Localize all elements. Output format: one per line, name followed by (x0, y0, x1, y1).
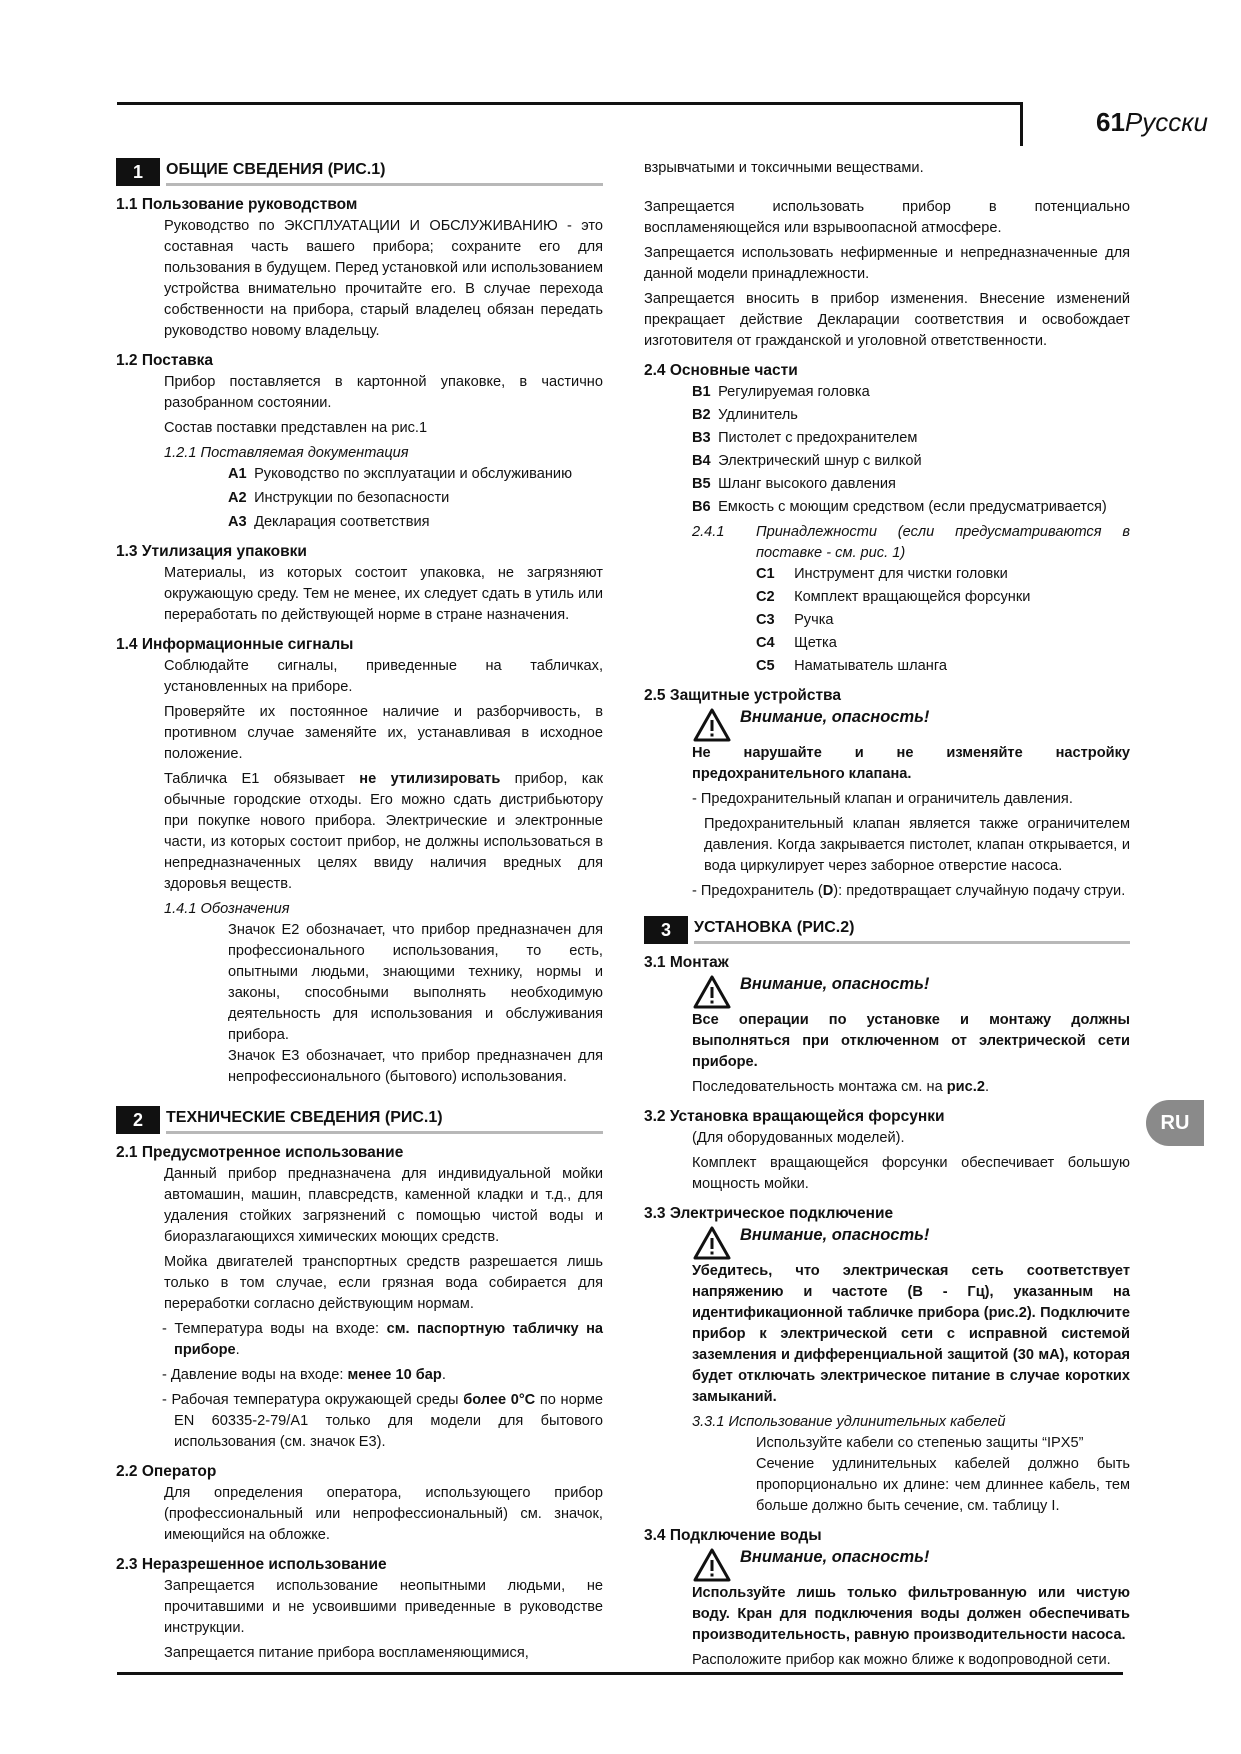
heading-3-3: 3.3 Электрическое подключение (644, 1205, 894, 1222)
section-2-header (116, 1106, 603, 1134)
bold-text: D (822, 883, 834, 899)
item-code: C3 (756, 612, 775, 628)
paragraph: (Для оборудованных моделей). (692, 1130, 905, 1146)
text: Предохранитель ( (700, 883, 823, 899)
bullet-item: - Температура воды на входе: см. паспортную табличку на приборе. (162, 1321, 603, 1358)
warning-block (644, 974, 1130, 1073)
bold-text: менее 10 бар (347, 1367, 442, 1383)
warning-icon (692, 1225, 732, 1261)
list-item (756, 633, 1130, 654)
heading-1-3: 1.3 Утилизация упаковки (116, 543, 307, 560)
warning-text: Все операции по установке и монтажу должны выполняться при отключенном от электрической сети приборе. (692, 1012, 1130, 1070)
list-item (692, 382, 1130, 403)
section-number: 1 (116, 158, 160, 186)
item-code: B6 (692, 499, 711, 515)
paragraph: Комплект вращающейся форсунки обеспечивает большую мощность мойки. (692, 1155, 1130, 1192)
item-code: B4 (692, 453, 711, 469)
warning-header (692, 707, 1130, 743)
page-number (1096, 106, 1208, 138)
warning-header (692, 974, 1130, 1010)
text: Температура воды на входе: (174, 1321, 387, 1337)
paragraph: Запрещается питание прибора воспламеняющимися, (164, 1645, 529, 1661)
right-column (644, 158, 1130, 1675)
bold-text: см. паспортную табличку на приборе (174, 1321, 603, 1358)
item-code: B5 (692, 476, 711, 492)
warning-icon (692, 707, 732, 743)
list-item (756, 656, 1130, 677)
bold-text: рис.2 (946, 1079, 985, 1095)
item-code: A1 (228, 466, 247, 482)
warning-block (644, 707, 1130, 785)
warning-text: Убедитесь, что электрическая сеть соответствует напряжению и частоте (В - Гц), указанным на идентификационной табличке прибора (рис.2). Подключите прибор к электрической сети с исправной системой заземления и дифференциальной защитой (30 мА), которая будет отключать электрическое питание в случае коротких замыканий. (692, 1263, 1130, 1405)
header-rule (117, 102, 1023, 105)
paragraph: Используйте кабели со степенью защиты “IPX5” (756, 1435, 1084, 1451)
bullet-item: - Давление воды на входе: менее 10 бар. (162, 1367, 446, 1383)
item-code: C5 (756, 658, 775, 674)
warning-title: Внимание, опасность! (740, 1226, 930, 1244)
warning-header (692, 1225, 1130, 1261)
warning-icon (692, 974, 732, 1010)
bullet-item: - Рабочая температура окружающей среды более 0°C по норме EN 60335-2-79/A1 только для модели для бытового использования (см. значок E3). (162, 1392, 603, 1450)
item-code: A3 (228, 514, 247, 530)
paragraph: Запрещается использовать нефирменные и непредназначенные для данной модели принадлежности. (644, 245, 1130, 282)
paragraph: Для определения оператора, использующего прибор (профессиональный или непрофессиональный) см. значок, имеющийся на обложке. (164, 1485, 603, 1543)
subsection-title: Принадлежности (если предусматриваются в поставке - см. рис. 1) (756, 524, 1130, 561)
item-code: B3 (692, 430, 711, 446)
warning-title: Внимание, опасность! (740, 975, 930, 993)
paragraph: Запрещается использование неопытными людьми, не прочитавшими и не усвоившими приведенные в руководстве инструкции. (164, 1578, 603, 1636)
item-text: Шланг высокого давления (718, 476, 896, 492)
item-text: Ручка (794, 612, 834, 628)
paragraph: Проверяйте их постоянное наличие и разборчивость, в противном случае заменяйте их, устанавливая в исходное положение. (164, 704, 603, 762)
heading-3-1: 3.1 Монтаж (644, 954, 729, 971)
text: прибор, как обычные городские отходы. Его можно сдать дистрибьютору при покупке нового прибора. Электрические и электронные части, из которых состоит прибор, не должны использоваться в непредназначенных целях ввиду наличия вредных для здоровья веществ. (164, 771, 603, 892)
left-column (116, 158, 603, 1668)
list-item (756, 610, 1130, 631)
item-text: Емкость с моющим средством (если предусматривается) (718, 499, 1107, 515)
heading-1-2-1: 1.2.1 Поставляемая документация (164, 445, 409, 461)
page-language: Русски (1124, 107, 1208, 137)
item-text: Наматыватель шланга (794, 658, 947, 674)
bullet-item: - Предохранитель (D): предотвращает случайную подачу струи. (692, 883, 1126, 899)
bold-text: не утилизировать (359, 771, 501, 787)
list-item (756, 564, 1130, 585)
paragraph: взрывчатыми и токсичными веществами. (644, 160, 924, 176)
heading-1-2: 1.2 Поставка (116, 352, 213, 369)
item-code: A2 (228, 490, 247, 506)
heading-2-2: 2.2 Оператор (116, 1463, 217, 1480)
heading-2-5: 2.5 Защитные устройства (644, 687, 841, 704)
paragraph: Соблюдайте сигналы, приведенные на табличках, установленных на приборе. (164, 658, 603, 695)
section-1-header (116, 158, 603, 186)
warning-title: Внимание, опасность! (740, 1548, 930, 1566)
paragraph: Прибор поставляется в картонной упаковке, в частично разобранном состоянии. (164, 374, 603, 411)
paragraph: Значок E3 обозначает, что прибор предназначен для непрофессионального (бытового) использования. (228, 1048, 603, 1085)
item-text: Инструмент для чистки головки (794, 566, 1008, 582)
paragraph: Данный прибор предназначена для индивидуальной мойки автомашин, машин, плавсредств, каменной кладки и т.д., для удаления стойких загрязнений с помощью чистой воды и биоразлагающихся химических моющих средств. (164, 1166, 603, 1245)
list-item (692, 405, 1130, 426)
item-text: Удлинитель (718, 407, 798, 423)
heading-3-3-1: 3.3.1 Использование удлинительных кабелей (692, 1414, 1006, 1430)
item-text: Регулируемая головка (718, 384, 870, 400)
paragraph: Мойка двигателей транспортных средств разрешается лишь только в том случае, если грязная вода собирается для переработки согласно действующим нормам. (164, 1254, 603, 1312)
item-code: B2 (692, 407, 711, 423)
text: ): предотвращает случайную подачу струи. (833, 883, 1126, 899)
text: Предохранительный клапан и ограничитель давления. (700, 791, 1073, 807)
text: Рабочая температура окружающей среды (171, 1392, 464, 1408)
list-item (228, 488, 603, 509)
item-text: Электрический шнур с вилкой (718, 453, 922, 469)
paragraph (116, 769, 603, 895)
item-code: B1 (692, 384, 711, 400)
section-title: УСТАНОВКА (РИС.2) (694, 916, 1130, 944)
heading-1-1: 1.1 Пользование руководством (116, 196, 358, 213)
accessories-list (644, 564, 1130, 677)
paragraph: Значок E2 обозначает, что прибор предназначен для профессионального использования, то есть, опытными людьми, знающими технику, нормы и законы, способными выполнять необходимую деятельность для использования и обслуживания прибора. (228, 922, 603, 1043)
list-item (692, 451, 1130, 472)
warning-text: Не нарушайте и не изменяйте настройку предохранительного клапана. (692, 745, 1130, 782)
item-text: Щетка (794, 635, 837, 651)
header-divider (1020, 102, 1023, 146)
language-tab: RU (1146, 1100, 1204, 1146)
list-item (228, 464, 603, 485)
list-item (692, 428, 1130, 449)
paragraph: Запрещается вносить в прибор изменения. Внесение изменений прекращает действие Декларации соответствия и освобождает изготовителя от гражданской и уголовной ответственности. (644, 291, 1130, 349)
item-text: Комплект вращающейся форсунки (794, 589, 1031, 605)
section-3-header (644, 916, 1130, 944)
heading-3-2: 3.2 Установка вращающейся форсунки (644, 1108, 945, 1125)
warning-icon (692, 1547, 732, 1583)
section-title: ТЕХНИЧЕСКИЕ СВЕДЕНИЯ (РИС.1) (166, 1106, 603, 1134)
paragraph: Сечение удлинительных кабелей должно быть пропорционально их длине: чем длиннее кабель, тем больше должно быть сечение, см. таблицу I. (756, 1456, 1130, 1514)
paragraph: Руководство по ЭКСПЛУАТАЦИИ И ОБСЛУЖИВАНИЮ - это составная часть вашего прибора; сохраните его для пользования в будущем. Перед установкой или использованием устройства внимательно прочитайте его. В случае перехода собственности на прибора, старый владелец обязан передать руководство новому владельцу. (164, 218, 603, 339)
heading-1-4: 1.4 Информационные сигналы (116, 636, 354, 653)
paragraph: Состав поставки представлен на рис.1 (164, 420, 428, 436)
text: по норме EN 60335-2-79/A1 только для модели для бытового использования (см. значок E3). (174, 1392, 603, 1450)
warning-block (644, 1547, 1130, 1646)
text: Последовательность монтажа см. на (692, 1079, 947, 1095)
bullet-item: - Предохранительный клапан и ограничитель давления. (692, 791, 1073, 807)
item-text: Инструкции по безопасности (254, 490, 450, 506)
subsection-number: 2.4.1 (692, 524, 725, 540)
item-code: C2 (756, 589, 775, 605)
text: Давление воды на входе: (170, 1367, 348, 1383)
heading-2-4: 2.4 Основные части (644, 362, 798, 379)
heading-1-4-1: 1.4.1 Обозначения (164, 901, 290, 917)
paragraph: Запрещается использовать прибор в потенциально воспламеняющейся или взрывоопасной атмосфере. (644, 199, 1130, 236)
warning-text: Используйте лишь только фильтрованную или чистую воду. Кран для подключения воды должен обеспечивать производительность, равную производительности насоса. (692, 1585, 1130, 1643)
list-item (692, 497, 1130, 518)
paragraph: Расположите прибор как можно ближе к водопроводной сети. (692, 1652, 1111, 1668)
section-number: 2 (116, 1106, 160, 1134)
heading-2-1: 2.1 Предусмотренное использование (116, 1144, 404, 1161)
heading-3-4: 3.4 Подключение воды (644, 1527, 822, 1544)
paragraph: Материалы, из которых состоит упаковка, не загрязняют окружающую среду. Тем не менее, их следует сдать в утиль или переработать по действующей норме в стране назначения. (164, 565, 603, 623)
doc-list (116, 464, 603, 533)
item-code: C4 (756, 635, 775, 651)
warning-title: Внимание, опасность! (740, 708, 930, 726)
item-text: Пистолет с предохранителем (718, 430, 918, 446)
section-title: ОБЩИЕ СВЕДЕНИЯ (РИС.1) (166, 158, 603, 186)
warning-header (692, 1547, 1130, 1583)
paragraph: Последовательность монтажа см. на рис.2. (692, 1079, 990, 1095)
heading-2-3: 2.3 Неразрешенное использование (116, 1556, 387, 1573)
item-text: Руководство по эксплуатации и обслуживанию (254, 466, 573, 482)
warning-block (644, 1225, 1130, 1408)
text: Табличка E1 обязывает (164, 771, 360, 787)
heading-2-4-1 (644, 522, 1130, 564)
item-text: Декларация соответствия (254, 514, 430, 530)
parts-list (644, 382, 1130, 518)
page-number-value: 61 (1096, 107, 1125, 137)
item-code: C1 (756, 566, 775, 582)
list-item (228, 512, 603, 533)
paragraph: Предохранительный клапан является также ограничителем давления. Когда закрывается пистолет, клапан открывается, и вода циркулирует через заборное отверстие насоса. (704, 816, 1130, 874)
bold-text: более 0°C (463, 1392, 536, 1408)
section-number: 3 (644, 916, 688, 944)
list-item (692, 474, 1130, 495)
list-item (756, 587, 1130, 608)
